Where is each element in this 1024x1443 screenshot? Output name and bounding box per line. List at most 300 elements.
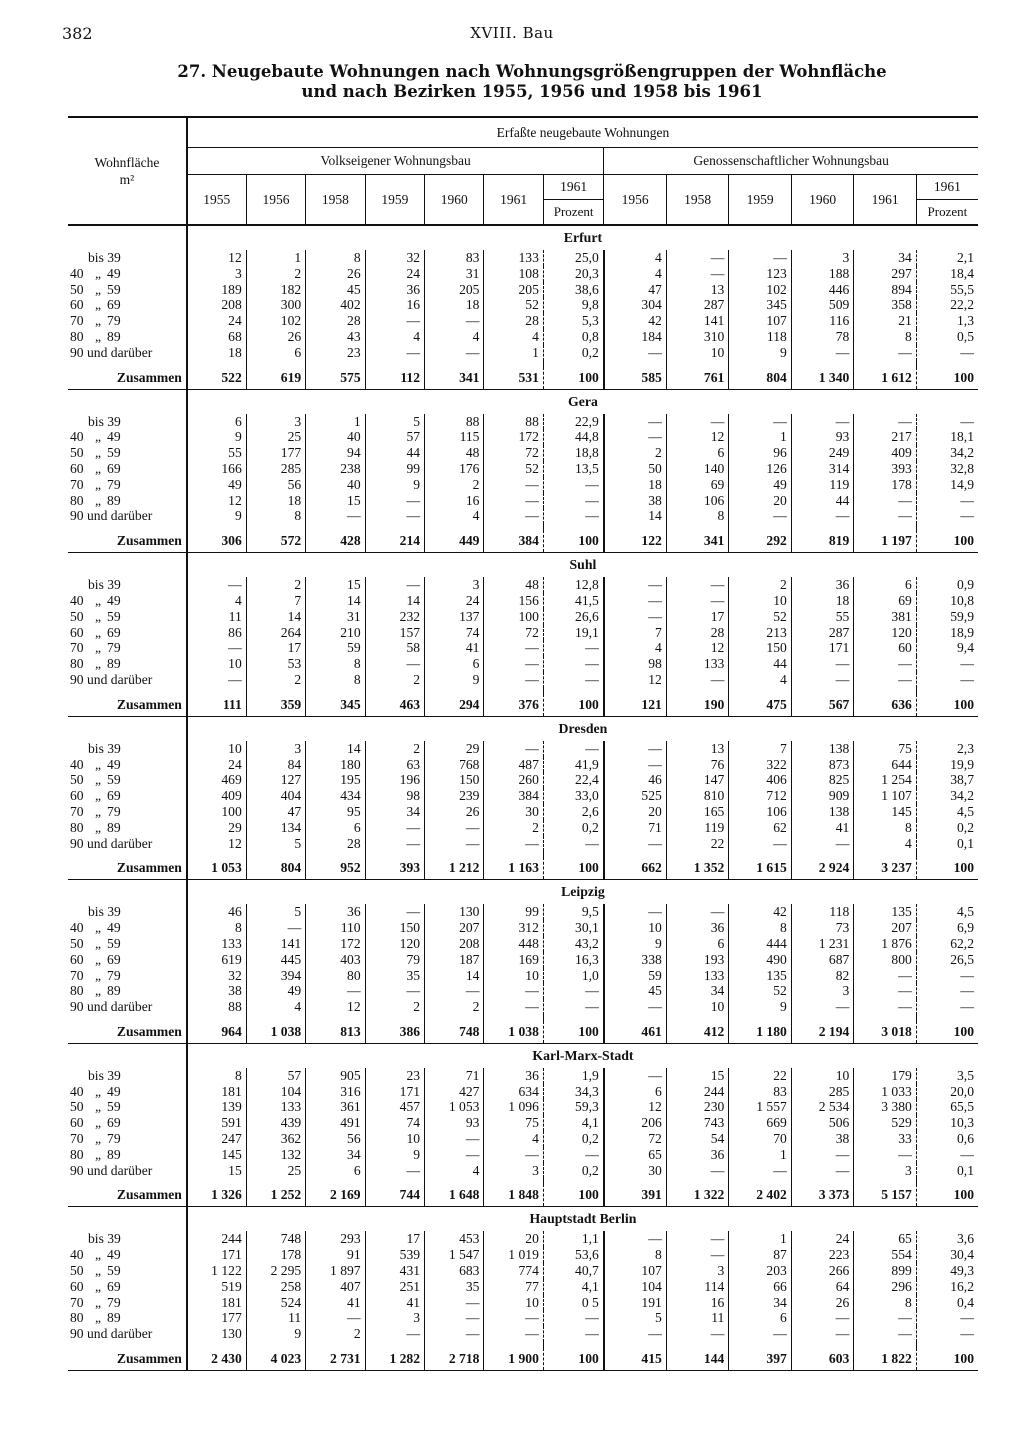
value-cell: 260 (484, 772, 543, 788)
value-cell: 428 (306, 530, 365, 553)
value-cell: 65,5 (916, 1099, 978, 1115)
row-label-text: 90 und darüber (70, 671, 153, 687)
value-cell: 1 053 (425, 1099, 484, 1115)
value-cell: — (916, 1326, 978, 1342)
value-cell: 800 (854, 952, 917, 968)
value-cell: 86 (187, 625, 246, 641)
value-cell: 1,0 (543, 968, 603, 984)
value-cell: 60 (854, 640, 917, 656)
value-cell: 491 (306, 1115, 365, 1131)
value-cell: 7 (729, 741, 792, 757)
table-row (68, 788, 978, 804)
value-cell: 603 (791, 1348, 854, 1371)
value-cell: 22,2 (916, 297, 978, 313)
value-cell: 412 (666, 1021, 729, 1044)
value-cell: 134 (246, 820, 305, 836)
value-cell: 683 (425, 1263, 484, 1279)
table-row (68, 1310, 978, 1326)
value-cell: 41 (425, 640, 484, 656)
value-cell: 18 (791, 593, 854, 609)
value-cell: 384 (484, 530, 543, 553)
statistics-table (68, 116, 978, 1371)
value-cell: — (854, 1326, 917, 1342)
v-prozent-header: Prozent (543, 200, 603, 226)
value-cell: 287 (791, 625, 854, 641)
value-cell: 306 (187, 530, 246, 553)
value-cell: — (854, 656, 917, 672)
value-cell: 150 (425, 772, 484, 788)
value-cell: 55 (791, 609, 854, 625)
value-cell: 297 (854, 266, 917, 282)
value-cell: 98 (604, 656, 667, 672)
row-label-ditto: „ (95, 281, 102, 297)
value-cell: 10 (365, 1131, 424, 1147)
value-cell: 145 (854, 804, 917, 820)
row-label-ditto: „ (95, 1278, 102, 1294)
value-cell: — (791, 1310, 854, 1326)
value-cell: 4 (246, 999, 305, 1015)
value-cell: 74 (425, 625, 484, 641)
value-cell: — (854, 1147, 917, 1163)
value-cell: 133 (187, 936, 246, 952)
value-cell: 52 (484, 461, 543, 477)
value-cell: — (543, 656, 603, 672)
row-label-to: 49 (107, 1247, 121, 1263)
value-cell: — (543, 1326, 603, 1342)
value-cell: — (916, 999, 978, 1015)
value-cell: 6 (666, 445, 729, 461)
row-label-to: 49 (107, 756, 121, 772)
value-cell: 13 (666, 282, 729, 298)
value-cell: 46 (604, 772, 667, 788)
value-cell: 1 (306, 414, 365, 430)
row-label-from: 80 (70, 492, 84, 508)
value-cell: — (854, 999, 917, 1015)
value-cell: — (484, 493, 543, 509)
value-cell: 232 (365, 609, 424, 625)
value-cell: 176 (425, 461, 484, 477)
value-cell: 34 (854, 250, 917, 266)
table-row (68, 345, 978, 361)
value-cell: 88 (484, 414, 543, 430)
table-row (68, 577, 978, 593)
g-year-header: 1961 (854, 175, 917, 226)
value-cell: 30 (484, 804, 543, 820)
row-label-text: 90 und darüber (70, 344, 153, 360)
value-cell: 813 (306, 1021, 365, 1044)
value-cell: 31 (306, 609, 365, 625)
value-cell: 42 (604, 313, 667, 329)
value-cell: 11 (666, 1310, 729, 1326)
v-year-header: 1960 (425, 175, 484, 226)
row-label (68, 609, 187, 625)
row-label (68, 1068, 187, 1084)
row-label-ditto: „ (95, 328, 102, 344)
value-cell: 34 (365, 804, 424, 820)
row-label-to: 49 (107, 592, 121, 608)
value-cell: 26,5 (916, 952, 978, 968)
value-cell: — (854, 1310, 917, 1326)
value-cell: 181 (187, 1295, 246, 1311)
g-year-header: 1960 (791, 175, 854, 226)
row-label (68, 1247, 187, 1263)
statistics-table-container (68, 116, 978, 1371)
value-cell: 391 (604, 1184, 667, 1207)
value-cell: 1,1 (543, 1231, 603, 1247)
value-cell: — (187, 672, 246, 688)
table-row (68, 640, 978, 656)
value-cell: 4 (484, 329, 543, 345)
value-cell: — (666, 266, 729, 282)
value-cell: 24 (425, 593, 484, 609)
row-label-from: 50 (70, 935, 84, 951)
row-label (68, 445, 187, 461)
value-cell: 45 (306, 282, 365, 298)
row-label (68, 1326, 187, 1342)
district-header-row (68, 553, 978, 578)
value-cell: 99 (484, 904, 543, 920)
row-label-ditto: „ (95, 983, 102, 999)
value-cell: 100 (916, 1021, 978, 1044)
value-cell: 12 (604, 1099, 667, 1115)
value-cell: 59 (604, 968, 667, 984)
value-cell: 69 (854, 593, 917, 609)
value-cell: 397 (729, 1348, 792, 1371)
value-cell: — (791, 836, 854, 852)
value-cell: 30,1 (543, 920, 603, 936)
v-year-header: 1959 (365, 175, 424, 226)
value-cell: 345 (306, 694, 365, 717)
value-cell: 439 (246, 1115, 305, 1131)
value-cell: 3,5 (916, 1068, 978, 1084)
value-cell: 135 (854, 904, 917, 920)
table-row (68, 266, 978, 282)
value-cell: 2 (365, 672, 424, 688)
row-label-from: 40 (70, 1247, 84, 1263)
value-cell: 43 (306, 329, 365, 345)
value-cell: — (791, 672, 854, 688)
value-cell: — (484, 1326, 543, 1342)
value-cell: 743 (666, 1115, 729, 1131)
row-label-to: 79 (107, 313, 121, 329)
value-cell: — (791, 999, 854, 1015)
value-cell: 179 (854, 1068, 917, 1084)
value-cell: — (425, 345, 484, 361)
value-cell: 304 (604, 297, 667, 313)
value-cell: 669 (729, 1115, 792, 1131)
value-cell: 403 (306, 952, 365, 968)
total-row (68, 367, 978, 390)
value-cell: — (484, 477, 543, 493)
value-cell: 196 (365, 772, 424, 788)
value-cell: 8 (854, 820, 917, 836)
row-label (68, 1115, 187, 1131)
value-cell: 21 (854, 313, 917, 329)
value-cell: 1 122 (187, 1263, 246, 1279)
row-label (68, 1084, 187, 1100)
value-cell: 72 (484, 445, 543, 461)
table-row (68, 477, 978, 493)
value-cell: 41,9 (543, 757, 603, 773)
table-row (68, 1084, 978, 1100)
value-cell: 12,8 (543, 577, 603, 593)
value-cell: 1 (484, 345, 543, 361)
value-cell: 362 (246, 1131, 305, 1147)
table-row (68, 1131, 978, 1147)
row-label (68, 1263, 187, 1279)
value-cell: 121 (604, 694, 667, 717)
value-cell: — (365, 656, 424, 672)
row-label-to: 49 (107, 265, 121, 281)
value-cell: 1 648 (425, 1184, 484, 1207)
district-header-label (68, 553, 187, 578)
value-cell: — (484, 999, 543, 1015)
value-cell: 519 (187, 1279, 246, 1295)
value-cell: 748 (246, 1231, 305, 1247)
value-cell: 0,2 (543, 1163, 603, 1179)
value-cell: 18 (187, 345, 246, 361)
value-cell: 12 (306, 999, 365, 1015)
value-cell: 171 (187, 1247, 246, 1263)
table-row (68, 952, 978, 968)
row-label-to: 79 (107, 967, 121, 983)
value-cell: 33 (854, 1131, 917, 1147)
value-cell: 110 (306, 920, 365, 936)
value-cell: 4,5 (916, 804, 978, 820)
value-cell: 453 (425, 1231, 484, 1247)
value-cell: 26 (246, 329, 305, 345)
value-cell: 6 (306, 820, 365, 836)
value-cell: 3 (246, 414, 305, 430)
value-cell: 26 (425, 804, 484, 820)
row-label (68, 788, 187, 804)
value-cell: 490 (729, 952, 792, 968)
district-name: Erfurt (187, 225, 978, 250)
value-cell: 133 (246, 1099, 305, 1115)
total-label: Zusammen (68, 1184, 187, 1207)
value-cell: — (365, 508, 424, 524)
value-cell: 316 (306, 1084, 365, 1100)
row-label-to: 69 (107, 1278, 121, 1294)
table-row (68, 772, 978, 788)
value-cell: 554 (854, 1247, 917, 1263)
value-cell: 18 (604, 477, 667, 493)
value-cell: 4 (425, 1163, 484, 1179)
value-cell: 1 (729, 429, 792, 445)
value-cell: 567 (791, 694, 854, 717)
value-cell: 345 (729, 297, 792, 313)
table-title (70, 62, 994, 102)
value-cell: — (543, 983, 603, 999)
value-cell: 1 197 (854, 530, 917, 553)
value-cell: 294 (425, 694, 484, 717)
value-cell: 244 (666, 1084, 729, 1100)
value-cell: 62 (729, 820, 792, 836)
row-label-to: 59 (107, 608, 121, 624)
value-cell: 147 (666, 772, 729, 788)
value-cell: 22 (666, 836, 729, 852)
value-cell: 384 (484, 788, 543, 804)
value-cell: 182 (246, 282, 305, 298)
table-title-line-1: 27. Neugebaute Wohnungen nach Wohnungsgrößengruppen der Wohnfläche (177, 62, 887, 81)
value-cell: 1 340 (791, 367, 854, 390)
value-cell: 1 326 (187, 1184, 246, 1207)
row-label (68, 999, 187, 1015)
value-cell: — (604, 904, 667, 920)
row-label-to: 79 (107, 803, 121, 819)
value-cell: 41,5 (543, 593, 603, 609)
value-cell: 208 (187, 297, 246, 313)
value-cell: 132 (246, 1147, 305, 1163)
value-cell: — (729, 836, 792, 852)
value-cell: 15 (306, 493, 365, 509)
value-cell: 35 (365, 968, 424, 984)
value-cell: 178 (854, 477, 917, 493)
v-year-header: 1961 (484, 175, 543, 226)
row-label-text: 90 und darüber (70, 835, 153, 851)
value-cell: 4 (425, 329, 484, 345)
value-cell: 0,1 (916, 1163, 978, 1179)
value-cell: 12 (187, 493, 246, 509)
value-cell: 529 (854, 1115, 917, 1131)
row-label-ditto: „ (95, 756, 102, 772)
value-cell: 59,9 (916, 609, 978, 625)
row-label (68, 282, 187, 298)
row-label-from: 60 (70, 1278, 84, 1294)
value-cell: 36 (791, 577, 854, 593)
value-cell: 2 (246, 577, 305, 593)
value-cell: 40 (306, 429, 365, 445)
value-cell: 531 (484, 367, 543, 390)
value-cell: 210 (306, 625, 365, 641)
value-cell: 461 (604, 1021, 667, 1044)
value-cell: 19,9 (916, 757, 978, 773)
value-cell: 187 (425, 952, 484, 968)
table-body (68, 225, 978, 1371)
row-label-text: 90 und darüber (70, 1162, 153, 1178)
value-cell: 427 (425, 1084, 484, 1100)
value-cell: 141 (246, 936, 305, 952)
value-cell: 38 (187, 983, 246, 999)
value-cell: 487 (484, 757, 543, 773)
value-cell: 34,2 (916, 445, 978, 461)
value-cell: 1 897 (306, 1263, 365, 1279)
value-cell: 20,3 (543, 266, 603, 282)
value-cell: 217 (854, 429, 917, 445)
wohnflaeche-unit: m² (119, 172, 135, 187)
row-label (68, 1295, 187, 1311)
table-row (68, 1326, 978, 1342)
district-header-label (68, 389, 187, 414)
value-cell: 9,4 (916, 640, 978, 656)
value-cell: 205 (425, 282, 484, 298)
value-cell: — (854, 414, 917, 430)
value-cell: 22,4 (543, 772, 603, 788)
value-cell: 213 (729, 625, 792, 641)
value-cell: 393 (365, 857, 424, 880)
district-name: Leipzig (187, 880, 978, 905)
value-cell: 88 (187, 999, 246, 1015)
v-pct-year-header: 1961 (543, 175, 603, 200)
value-cell: 77 (484, 1279, 543, 1295)
value-cell: 100 (916, 530, 978, 553)
value-cell: 5 (604, 1310, 667, 1326)
table-row (68, 609, 978, 625)
value-cell: 10 (604, 920, 667, 936)
value-cell: 83 (729, 1084, 792, 1100)
value-cell: — (604, 757, 667, 773)
row-label-ditto: „ (95, 265, 102, 281)
value-cell: 634 (484, 1084, 543, 1100)
value-cell: 100 (484, 609, 543, 625)
row-label-from: 60 (70, 460, 84, 476)
value-cell: — (484, 836, 543, 852)
value-cell: — (543, 493, 603, 509)
value-cell: 83 (425, 250, 484, 266)
row-label-from: 50 (70, 772, 84, 788)
row-label (68, 1231, 187, 1247)
value-cell: 6 (729, 1310, 792, 1326)
value-cell: — (604, 577, 667, 593)
value-cell: — (604, 741, 667, 757)
value-cell: 145 (187, 1147, 246, 1163)
value-cell: 50 (604, 461, 667, 477)
district-name: Hauptstadt Berlin (187, 1207, 978, 1232)
row-label (68, 836, 187, 852)
value-cell: 41 (365, 1295, 424, 1311)
row-label-from: 40 (70, 592, 84, 608)
value-cell: 23 (365, 1068, 424, 1084)
value-cell: 100 (543, 857, 603, 880)
value-cell: 825 (791, 772, 854, 788)
value-cell: 59,3 (543, 1099, 603, 1115)
value-cell: — (916, 1310, 978, 1326)
value-cell: 26,6 (543, 609, 603, 625)
value-cell: 19,1 (543, 625, 603, 641)
row-label-ditto: „ (95, 640, 102, 656)
value-cell: 28 (306, 313, 365, 329)
district-header-row (68, 225, 978, 250)
value-cell: 57 (365, 429, 424, 445)
total-row (68, 1184, 978, 1207)
value-cell: 0,2 (543, 820, 603, 836)
value-cell: 407 (306, 1279, 365, 1295)
value-cell: 952 (306, 857, 365, 880)
row-label-from: 60 (70, 788, 84, 804)
value-cell: 49 (187, 477, 246, 493)
value-cell: 44,8 (543, 429, 603, 445)
value-cell: 4 (854, 836, 917, 852)
value-cell: 17 (666, 609, 729, 625)
value-cell: — (666, 593, 729, 609)
district-header-row (68, 389, 978, 414)
table-row (68, 1147, 978, 1163)
value-cell: 180 (306, 757, 365, 773)
value-cell: 774 (484, 1263, 543, 1279)
value-cell: 4,1 (543, 1115, 603, 1131)
value-cell: 431 (365, 1263, 424, 1279)
value-cell: — (916, 508, 978, 524)
row-label-to: 69 (107, 788, 121, 804)
row-label-ditto: „ (95, 1083, 102, 1099)
value-cell: 819 (791, 530, 854, 553)
row-label-from: 50 (70, 1099, 84, 1115)
value-cell: — (791, 508, 854, 524)
value-cell: 239 (425, 788, 484, 804)
value-cell: — (543, 477, 603, 493)
g-pct-year-header: 1961 (916, 175, 978, 200)
value-cell: 4 (187, 593, 246, 609)
